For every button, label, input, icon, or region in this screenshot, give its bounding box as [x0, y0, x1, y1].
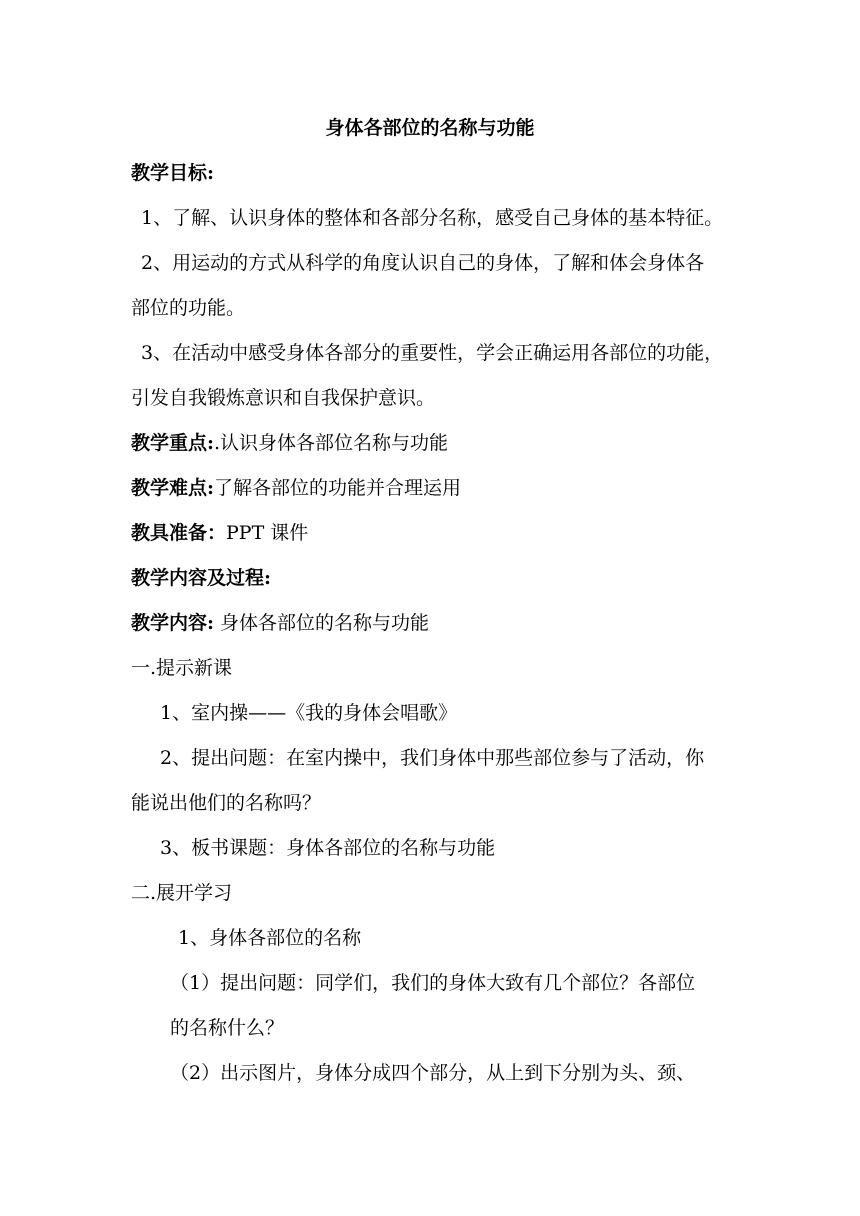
objective-2-line-2: 部位的功能。: [131, 297, 246, 319]
document-title: 身体各部位的名称与功能: [325, 117, 535, 139]
section-2-heading: 二.展开学习: [131, 882, 233, 904]
section-1-heading: 一.提示新课: [131, 657, 233, 679]
section-1-item-3: 3、板书课题：身体各部位的名称与功能: [160, 837, 496, 859]
section-2-question-1-line-1: （1）提出问题：同学们，我们的身体大致有几个部位？各部位: [170, 972, 696, 994]
content-text: 身体各部位的名称与功能: [214, 612, 430, 634]
materials-text: PPT 课件: [226, 522, 309, 544]
difficulty-label: 教学难点:: [131, 477, 215, 499]
section-1-item-2-line-2: 能说出他们的名称吗？: [131, 792, 322, 814]
objectives-heading: 教学目标:: [131, 162, 215, 184]
key-point-text: .认识身体各部位名称与功能: [214, 432, 449, 454]
key-point-row: [131, 431, 731, 455]
materials-label: 教具准备：: [131, 522, 227, 544]
objective-1: 1、了解、认识身体的整体和各部分名称，感受自己身体的基本特征。: [141, 207, 724, 229]
section-2-subheading-1: 1、身体各部位的名称: [178, 927, 362, 949]
content-process-heading: 教学内容及过程:: [131, 567, 272, 589]
content-label: 教学内容:: [131, 612, 215, 634]
materials-row: [131, 521, 731, 545]
section-1-item-2-line-1: 2、提出问题：在室内操中，我们身体中那些部位参与了活动，你: [160, 747, 705, 769]
key-point-label: 教学重点:: [131, 432, 215, 454]
difficulty-row: [131, 476, 731, 500]
objective-3-line-1: 3、在活动中感受身体各部分的重要性，学会正确运用各部位的功能，: [141, 342, 724, 364]
objective-2-line-1: 2、用运动的方式从科学的角度认识自己的身体，了解和体会身体各: [141, 252, 705, 274]
content-row: [131, 611, 731, 635]
section-2-question-1-line-2: 的名称什么？: [170, 1017, 285, 1039]
difficulty-text: 了解各部位的功能并合理运用: [214, 477, 462, 499]
objective-3-line-2: 引发自我锻炼意识和自我保护意识。: [131, 387, 436, 409]
section-1-item-1: 1、室内操——《我的身体会唱歌》: [160, 702, 458, 724]
section-2-question-2-line-1: （2）出示图片，身体分成四个部分，从上到下分别为头、颈、: [170, 1062, 696, 1084]
